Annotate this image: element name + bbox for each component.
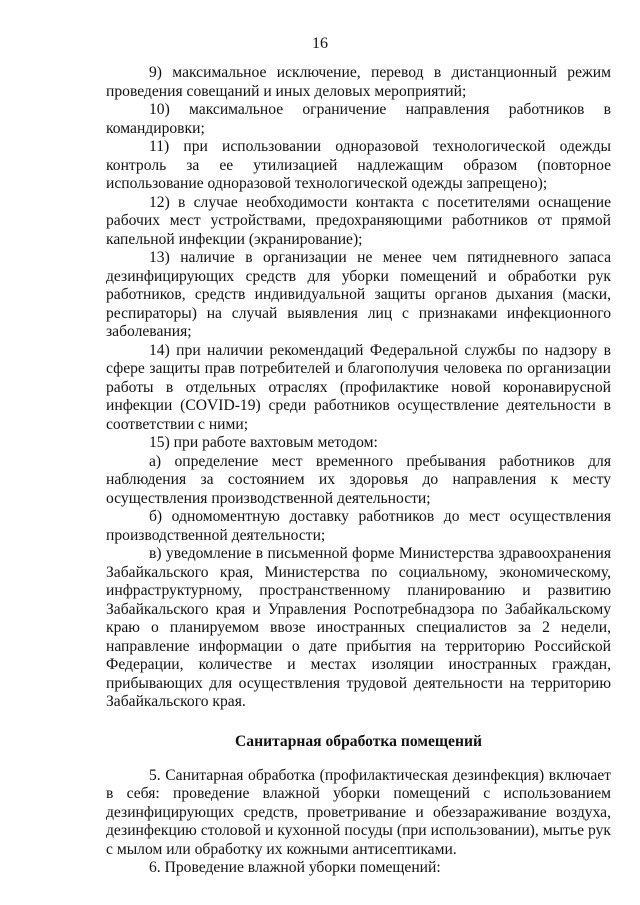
document-body: [106, 64, 611, 878]
list-item-14: 14) при наличии рекомендаций Федеральной службы по надзору в сфере защиты прав потребителей и благополучия человека по организации работы в отдельных отраслях (профилактике новой коронавирусной инфекции (COVID-19) среди работников осуществление деятельности в соответствии с ними;: [106, 341, 611, 433]
paragraph-6: 6. Проведение влажной уборки помещений:: [149, 859, 441, 876]
sub-item-a: а) определение мест временного пребывания работников для наблюдения за состоянием их здоровья до направления к месту осуществления производственной деятельности;: [106, 452, 611, 507]
list-item-11: 11) при использовании одноразовой технологической одежды контроль за ее утилизацией надлежащим образом (повторное использование одноразовой технологической одежды запрещено);: [106, 138, 611, 192]
list-item-12: 12) в случае необходимости контакта с посетителями оснащение рабочих мест устройствами, предохраняющими работников от прямой капельной инфекции (экранирование);: [106, 193, 611, 248]
page-number: 16: [312, 35, 328, 52]
sub-item-b: б) одномоментную доставку работников до мест осуществления производственной деятельности;: [106, 508, 611, 544]
list-item-15: 15) при работе вахтовым методом:: [149, 434, 378, 451]
section-heading: Санитарная обработка помещений: [235, 732, 482, 750]
list-item-13: 13) наличие в организации не менее чем пятидневного запаса дезинфицирующих средств для уборки помещений и обработки рук работников, средств индивидуальной защиты органов дыхания (маски, респираторы) на случай выявления лиц с признаками инфекционного заболевания;: [106, 249, 611, 340]
list-item-10: 10) максимальное ограничение направления работников в командировки;: [106, 101, 611, 137]
list-item-9: 9) максимальное исключение, перевод в дистанционный режим проведения совещаний и иных деловых мероприятий;: [106, 64, 611, 100]
paragraph-5: 5. Санитарная обработка (профилактическая дезинфекция) включает в себя: проведение влажной уборки помещений с использованием дезинфицирующих средств, проветривание и обеззараживание воздуха, дезинфекцию столовой и кухонной посуды (при использовании), мытье рук с мылом или обработку их кожными антисептиками.: [106, 766, 611, 858]
sub-item-v: в) уведомление в письменной форме Министерства здравоохранения Забайкальского края, Министерства по социальному, экономическому, инфраструктурному, пространственному планированию и развитию Забайкальского края и Управления Роспотребнадзора по Забайкальскому краю о планируемом ввозе иностранных специалистов за 2 недели, направление информации о дате прибытия на территорию Российской Федерации, количестве и местах изоляции иностранных граждан, прибывающих для осуществления трудовой деятельности на территорию Забайкальского края.: [106, 545, 611, 710]
